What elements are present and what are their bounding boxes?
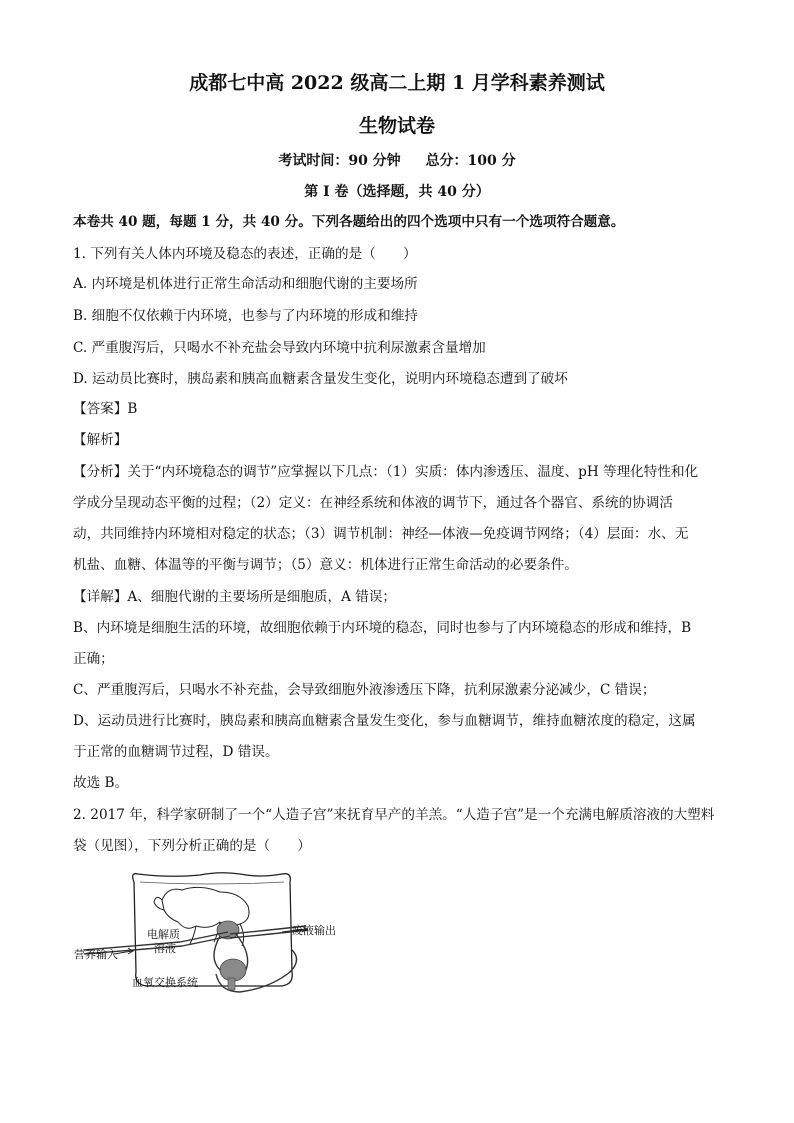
total-score: 总分：100 分 (425, 153, 516, 169)
q1-option-b: B. 细胞不仅依赖于内环境，也参与了内环境的形成和维持 (73, 308, 418, 324)
label-blood-oxygen-system: 血氧交换系统 (132, 976, 198, 989)
q1-analysis-line: 机盐、血糖、体温等的平衡与调节；（5）意义：机体进行正常生命活动的必要条件。 (73, 557, 578, 573)
q1-detail-line: C、严重腹泻后，只喝水不补充盐，会导致细胞外液渗透压下降，抗利尿激素分泌减少，C 错误； (73, 682, 656, 698)
q1-stem: 1. 下列有关人体内环境及稳态的表述，正确的是（ ） (73, 246, 417, 262)
q1-conclusion: 故选 B。 (73, 775, 129, 791)
q1-detail-line: D、运动员进行比赛时，胰岛素和胰高血糖素含量发生变化，参与血糖调节，维持血糖浓度的稳定，这属 (73, 713, 696, 729)
q1-analysis-line: 动，共同维持内环境相对稳定的状态；（3）调节机制：神经—体液—免疫调节网络；（4）层面：水、无 (73, 526, 689, 542)
q2-stem: 2. 2017 年，科学家研制了一个“人造子宫”来抚育早产的羊羔。“人造子宫”是一个充满电解质溶液的大塑料 (73, 807, 715, 823)
q1-detail-line: 【详解】A、细胞代谢的主要场所是细胞质，A 错误； (73, 589, 397, 605)
q2-stem: 袋（见图），下列分析正确的是（ ） (73, 838, 311, 854)
q1-option-d: D. 运动员比赛时，胰岛素和胰高血糖素含量发生变化，说明内环境稳态遭到了破坏 (73, 371, 568, 387)
label-waste-output: 废液输出 (292, 924, 336, 937)
q1-answer: 【答案】B (73, 401, 138, 417)
instructions: 本卷共 40 题，每题 1 分，共 40 分。下列各题给出的四个选项中只有一个选项符合题意。 (73, 214, 625, 230)
label-electrolyte: 电解质 (147, 928, 180, 941)
exam-title: 成都七中高 2022 级高二上期 1 月学科素养测试 (189, 72, 605, 94)
section-heading: 第 I 卷（选择题，共 40 分） (304, 184, 490, 200)
q1-analysis-label: 【解析】 (73, 432, 128, 448)
q1-analysis-line: 【分析】关于“内环境稳态的调节”应掌握以下几点：（1）实质：体内渗透压、温度、pH 等理化特性和化 (73, 464, 699, 480)
q1-option-a: A. 内环境是机体进行正常生命活动和细胞代谢的主要场所 (73, 276, 418, 292)
q1-detail-line: 正确； (73, 651, 114, 667)
exam-subject: 生物试卷 (358, 115, 435, 137)
label-solution: 溶液 (154, 942, 176, 955)
q1-analysis-line: 学成分呈现动态平衡的过程；（2）定义：在神经系统和体液的调节下，通过各个器官、系统的协调活 (73, 495, 673, 511)
exam-meta (0, 150, 794, 170)
q1-detail-line: B、内环境是细胞生活的环境，故细胞依赖于内环境的稳态，同时也参与了内环境稳态的形成和维持，B (73, 620, 692, 636)
exam-time: 考试时间：90 分钟 (278, 153, 401, 169)
q1-detail-line: 于正常的血糖调节过程，D 错误。 (73, 744, 279, 760)
label-nutrient-input: 营养输入 (74, 948, 118, 961)
q1-option-c: C. 严重腹泻后，只喝水不补充盐会导致内环境中抗利尿激素含量增加 (73, 340, 486, 356)
artificial-womb-figure (70, 862, 370, 1002)
